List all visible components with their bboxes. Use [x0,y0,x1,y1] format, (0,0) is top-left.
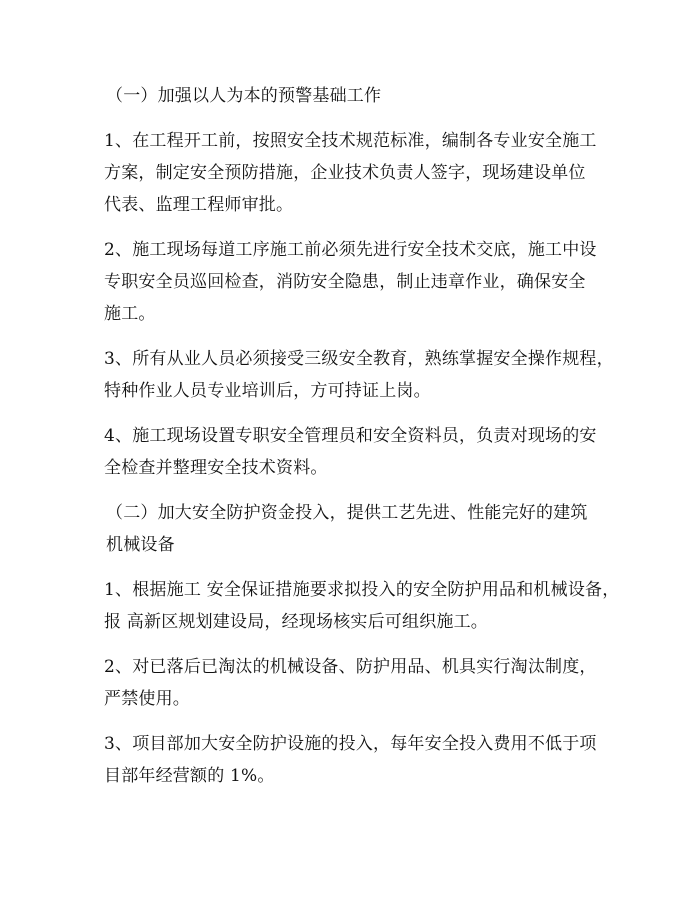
paragraph-item-2 [104,234,604,330]
paragraph-item-1 [104,125,604,221]
paragraph-item-6 [104,651,604,715]
paragraph-item-4 [104,420,604,484]
text-line: 机械设备 [106,535,175,555]
text-line: 代表、监理工程师审批。 [104,195,294,215]
text-line: （二）加大安全防护资金投入，提供工艺先进、性能完好的建筑 [106,503,588,523]
text-line: 专职安全员巡回检查，消防安全隐患，制止违章作业，确保安全 [104,272,586,292]
text-line: 4、施工现场设置专职安全管理员和安全资料员，负责对现场的安 [104,426,597,446]
text-line: 3、项目部加大安全防护设施的投入，每年安全投入费用不低于项 [104,734,597,754]
text-line: 严禁使用。 [104,689,190,709]
paragraph-item-3 [104,343,614,407]
text-line: 全检查并整理安全技术资料。 [104,458,328,478]
paragraph-item-7 [104,728,604,792]
text-line: 1、根据施工 安全保证措施要求拟投入的安全防护用品和机械设备， [104,580,620,600]
section-heading-2 [104,497,604,561]
text-line: 施工。 [104,304,156,324]
text-line: 1、在工程开工前，按照安全技术规范标准，编制各专业安全施工 [104,131,597,151]
section-heading-1 [104,80,604,112]
text-line: （一）加强以人为本的预警基础工作 [106,86,382,106]
text-line: 目部年经营额的 1%。 [104,766,275,786]
text-line: 报 高新区规划建设局，经现场核实后可组织施工。 [104,612,489,632]
paragraph-item-5 [104,574,620,638]
text-line: 2、对已落后已淘汰的机械设备、防护用品、机具实行淘汰制度， [104,657,597,677]
document-body [104,80,620,805]
text-line: 特种作业人员专业培训后，方可持证上岗。 [104,381,431,401]
text-line: 2、施工现场每道工序施工前必须先进行安全技术交底，施工中设 [104,240,597,260]
text-line: 3、所有从业人员必须接受三级安全教育，熟练掌握安全操作规程， [104,349,614,369]
text-line: 方案，制定安全预防措施，企业技术负责人签字，现场建设单位 [104,163,586,183]
